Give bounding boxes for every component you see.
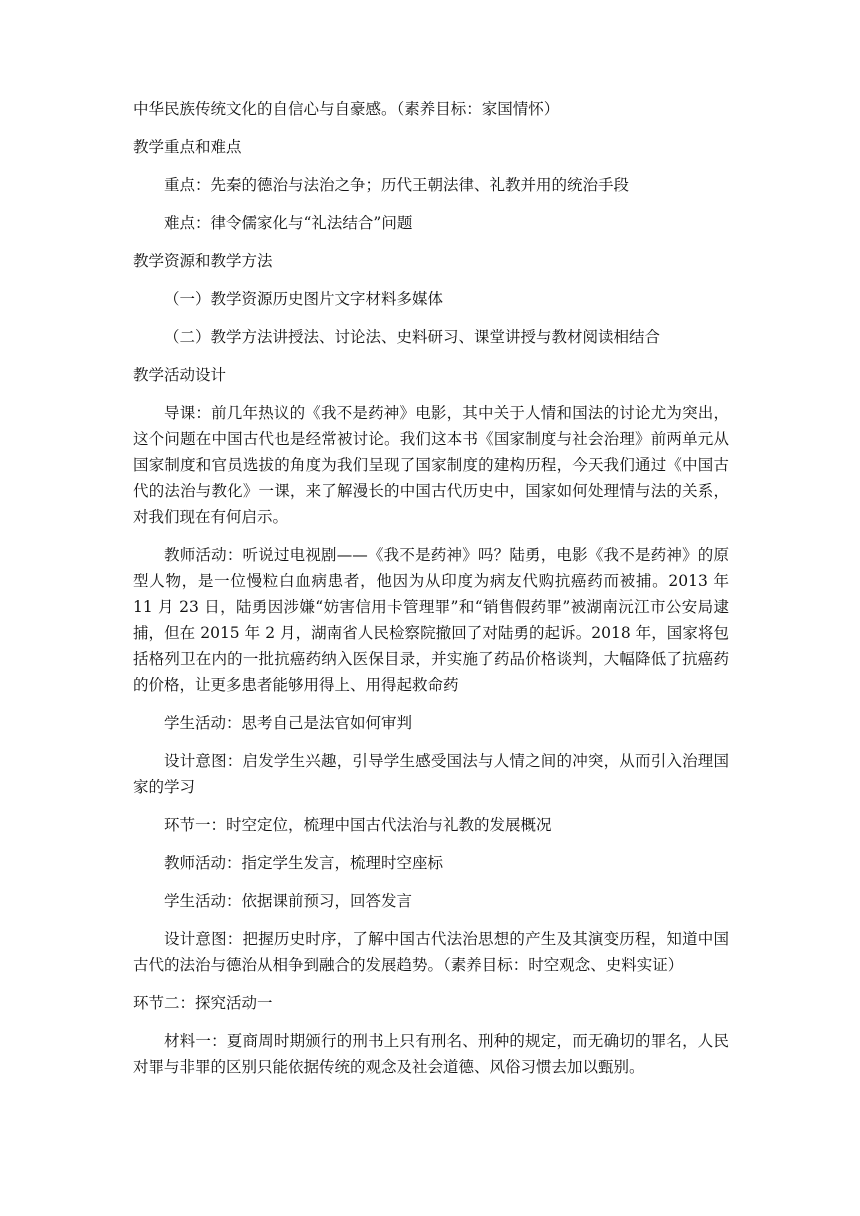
document-page bbox=[133, 96, 729, 1092]
paragraph-student-activity-2: 学生活动：依据课前预习，回答发言 bbox=[164, 892, 413, 910]
paragraph-teacher-activity-1: 教师活动：听说过电视剧——《我不是药神》吗？陆勇，电影《我不是药神》的原型人物，是一位慢粒白血病患者，他因为从印度为病友代购抗癌药而被捕。2013 年 11 月 23 日，陆勇因涉嫌“妨害信用卡管理罪”和“销售假药罪”被湖南沅江市公安局逮捕，但在 2015 年 2 月，湖南省人民检察院撤回了对陆勇的起诉。2018 年，国家将包括格列卫在内的一批抗癌药纳入医保目录，并实施了药品价格谈判，大幅降低了抗癌药的价格，让更多患者能够用得上、用得起救命药 bbox=[133, 546, 729, 694]
paragraph-design-intent-1: 设计意图：启发学生兴趣，引导学生感受国法与人情之间的冲突，从而引入治理国家的学习 bbox=[133, 752, 729, 796]
paragraph-stage-one: 环节一：时空定位，梳理中国古代法治与礼教的发展概况 bbox=[164, 816, 552, 834]
heading-activity-design: 教学活动设计 bbox=[133, 366, 227, 384]
heading-resources-methods: 教学资源和教学方法 bbox=[133, 252, 273, 270]
paragraph-teacher-activity-2: 教师活动：指定学生发言，梳理时空座标 bbox=[164, 854, 444, 872]
paragraph-design-intent-2: 设计意图：把握历史时序，了解中国古代法治思想的产生及其演变历程，知道中国古代的法治与德治从相争到融合的发展趋势。（素养目标：时空观念、史料实证） bbox=[133, 930, 729, 974]
heading-stage-two: 环节二：探究活动一 bbox=[133, 994, 273, 1012]
heading-key-points: 教学重点和难点 bbox=[133, 138, 242, 156]
paragraph-literacy-goal: 中华民族传统文化的自信心与自豪感。（素养目标：家国情怀） bbox=[133, 100, 560, 118]
paragraph-resources: （一）教学资源历史图片文字材料多媒体 bbox=[164, 290, 444, 308]
paragraph-material-one: 材料一：夏商周时期颁行的刑书上只有刑名、刑种的规定，而无确切的罪名，人民对罪与非罪的区别只能依据传统的观念及社会道德、风俗习惯去加以甄别。 bbox=[133, 1032, 729, 1076]
paragraph-student-activity-1: 学生活动：思考自己是法官如何审判 bbox=[164, 714, 413, 732]
paragraph-introduction: 导课：前几年热议的《我不是药神》电影，其中关于人情和国法的讨论尤为突出，这个问题在中国古代也是经常被讨论。我们这本书《国家制度与社会治理》前两单元从国家制度和官员选拔的角度为我们呈现了国家制度的建构历程，今天我们通过《中国古代的法治与教化》一课，来了解漫长的中国古代历史中，国家如何处理情与法的关系，对我们现在有何启示。 bbox=[133, 404, 729, 526]
paragraph-difficulty: 难点：律令儒家化与“礼法结合”问题 bbox=[164, 214, 413, 232]
paragraph-methods: （二）教学方法讲授法、讨论法、史料研习、课堂讲授与教材阅读相结合 bbox=[164, 328, 661, 346]
paragraph-key-point: 重点：先秦的德治与法治之争；历代王朝法律、礼教并用的统治手段 bbox=[164, 176, 630, 194]
